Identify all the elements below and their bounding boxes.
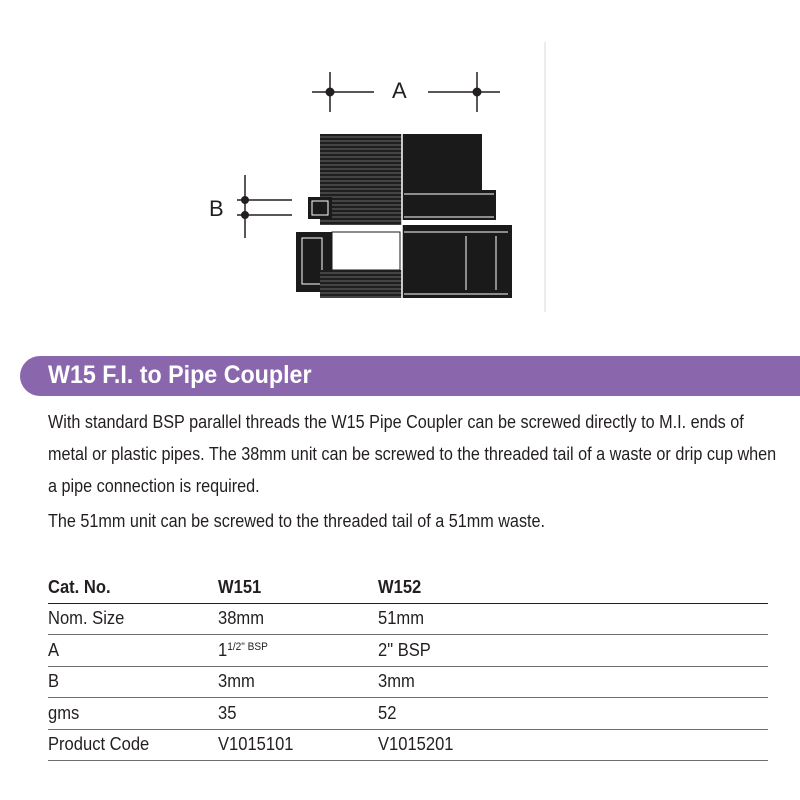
description-text-2: The 51mm unit can be screwed to the threaded tail of a 51mm waste. [48,511,546,531]
description-paragraph-2 [48,505,782,537]
row-label: A [48,635,218,667]
table-row [48,666,768,698]
coupler-body [296,134,512,298]
table-row [48,729,768,761]
cell-w151: $1^{1/2" BSP}$ [218,635,378,667]
dimension-a-label: A [392,78,407,103]
cell-w151: 38mm [218,603,378,635]
cell-w152: 2" BSP [378,635,768,667]
table-row [48,603,768,635]
dimension-b [237,175,292,238]
cell-w152: V1015201 [378,729,768,761]
row-label: Product Code [48,729,218,761]
title-bar [20,356,800,396]
table-row [48,635,768,667]
row-label: gms [48,698,218,730]
header-cat-no: Cat. No. [48,572,218,603]
page-title: W15 F.I. to Pipe Coupler [48,361,312,389]
header-w151: W151 [218,572,378,603]
cell-w151: 3mm [218,666,378,698]
table-header-row [48,572,768,603]
dimension-b-label: B [209,196,224,221]
description-text-1: With standard BSP parallel threads the W15 Pipe Coupler can be screwed directly to M.I. ends of metal or plastic pipes. The 38mm unit can be screwed to the threaded tail of a waste or drip cup when a pipe connection is required. [48,412,777,496]
row-label: Nom. Size [48,603,218,635]
coupler-diagram [0,0,800,340]
cell-w152: 52 [378,698,768,730]
description-paragraph-1 [48,406,782,502]
cell-w152: 3mm [378,666,768,698]
spec-table [48,572,768,761]
cell-w151: 35 [218,698,378,730]
header-w152: W152 [378,572,768,603]
cell-w152: 51mm [378,603,768,635]
row-label: B [48,666,218,698]
cell-w151: V1015101 [218,729,378,761]
table-row [48,698,768,730]
